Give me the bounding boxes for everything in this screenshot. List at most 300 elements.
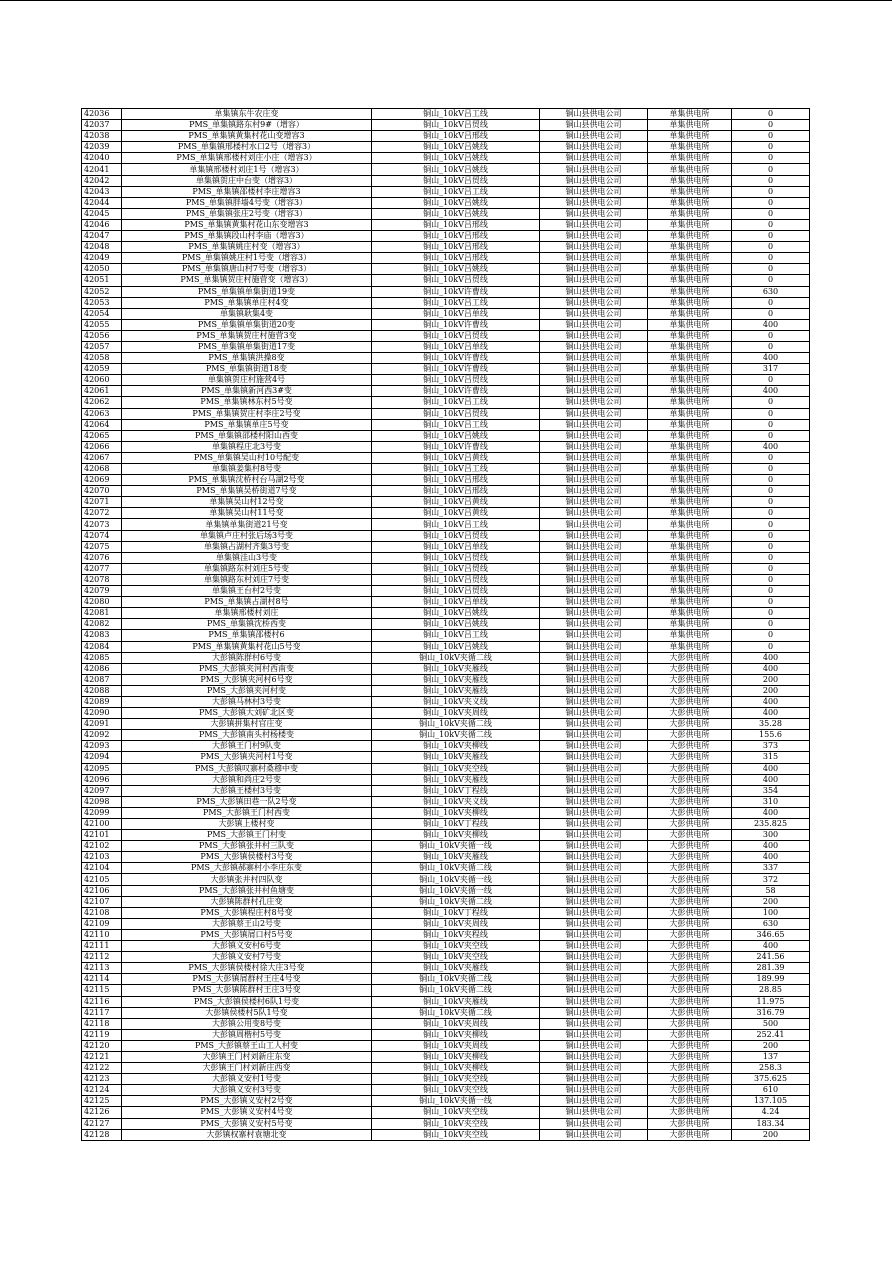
cell-station: 大彭供电所 — [648, 985, 732, 996]
cell-line-name: 铜山_10kV夹空线 — [372, 1074, 540, 1085]
table-row — [82, 475, 810, 486]
table-row — [82, 985, 810, 996]
cell-station: 大彭供电所 — [648, 719, 732, 730]
cell-company: 铜山县供电公司 — [540, 730, 648, 741]
cell-value: 0 — [732, 109, 810, 120]
cell-transformer-name: PMS_大彭镇田巷一队2号变 — [122, 796, 372, 807]
cell-company: 铜山县供电公司 — [540, 807, 648, 818]
cell-value: 315 — [732, 752, 810, 763]
cell-company: 铜山县供电公司 — [540, 330, 648, 341]
cell-company: 铜山县供电公司 — [540, 319, 648, 330]
cell-transformer-name: PMS_单集镇单集街道20变 — [122, 319, 372, 330]
cell-line-name: 铜山_10kV吕黄线 — [372, 497, 540, 508]
cell-id: 42122 — [82, 1063, 122, 1074]
cell-station: 单集供电所 — [648, 386, 732, 397]
table-row — [82, 652, 810, 663]
cell-line-name: 铜山_10kV吕姚线 — [372, 641, 540, 652]
table-row — [82, 863, 810, 874]
cell-transformer-name: 大彭镇义安村1号变 — [122, 1074, 372, 1085]
cell-transformer-name: PMS_单集镇贺庄村李庄2号变 — [122, 408, 372, 419]
cell-transformer-name: PMS_单集镇单庄村4变 — [122, 297, 372, 308]
cell-id: 42062 — [82, 397, 122, 408]
cell-id: 42113 — [82, 963, 122, 974]
cell-company: 铜山县供电公司 — [540, 364, 648, 375]
cell-transformer-name: 单集镇吴山村12号变 — [122, 497, 372, 508]
cell-transformer-name: PMS_大彭镇侯楼村徐大庄3号变 — [122, 963, 372, 974]
table-row — [82, 819, 810, 830]
cell-value: 0 — [732, 541, 810, 552]
cell-id: 42065 — [82, 430, 122, 441]
cell-station: 大彭供电所 — [648, 663, 732, 674]
cell-line-name: 铜山_10kV吕姚线 — [372, 208, 540, 219]
cell-company: 铜山县供电公司 — [540, 1107, 648, 1118]
cell-station: 单集供电所 — [648, 109, 732, 120]
cell-line-name: 铜山_10kV吕贸线 — [372, 552, 540, 563]
cell-line-name: 铜山_10kV许曹线 — [372, 319, 540, 330]
cell-id: 42038 — [82, 131, 122, 142]
cell-transformer-name: PMS_大彭镇张井村鱼塘变 — [122, 885, 372, 896]
cell-value: 200 — [732, 674, 810, 685]
table-row — [82, 830, 810, 841]
table-row — [82, 807, 810, 818]
cell-company: 铜山县供电公司 — [540, 586, 648, 597]
cell-station: 大彭供电所 — [648, 952, 732, 963]
cell-station: 单集供电所 — [648, 397, 732, 408]
cell-line-name: 铜山_10kV夹义线 — [372, 696, 540, 707]
cell-value: 0 — [732, 153, 810, 164]
cell-line-name: 铜山_10kV吕贸线 — [372, 408, 540, 419]
cell-company: 铜山县供电公司 — [540, 1007, 648, 1018]
table-row — [82, 530, 810, 541]
cell-line-name: 铜山_10kV吕单线 — [372, 541, 540, 552]
cell-transformer-name: 单集镇路东村刘庄5号变 — [122, 563, 372, 574]
cell-value: 0 — [732, 508, 810, 519]
cell-id: 42052 — [82, 286, 122, 297]
cell-line-name: 铜山_10kV夹循二线 — [372, 863, 540, 874]
cell-id: 42041 — [82, 164, 122, 175]
cell-line-name: 铜山_10kV吕单线 — [372, 308, 540, 319]
cell-transformer-name: 大彭镇王楼村3号变 — [122, 785, 372, 796]
cell-station: 单集供电所 — [648, 464, 732, 475]
cell-line-name: 铜山_10kV吕邢线 — [372, 131, 540, 142]
cell-station: 单集供电所 — [648, 552, 732, 563]
cell-station: 大彭供电所 — [648, 708, 732, 719]
cell-value: 500 — [732, 1018, 810, 1029]
cell-line-name: 铜山_10kV吕姚线 — [372, 608, 540, 619]
cell-station: 单集供电所 — [648, 264, 732, 275]
cell-station: 单集供电所 — [648, 475, 732, 486]
cell-value: 400 — [732, 807, 810, 818]
cell-value: 137.105 — [732, 1096, 810, 1107]
cell-line-name: 铜山_10kV吕贸线 — [372, 530, 540, 541]
cell-company: 铜山县供电公司 — [540, 685, 648, 696]
cell-transformer-name: PMS_单集镇单集街道19变 — [122, 286, 372, 297]
cell-station: 大彭供电所 — [648, 852, 732, 863]
cell-id: 42087 — [82, 674, 122, 685]
table-row — [82, 841, 810, 852]
table-row — [82, 929, 810, 940]
cell-station: 大彭供电所 — [648, 907, 732, 918]
table-row — [82, 608, 810, 619]
table-row — [82, 674, 810, 685]
cell-value: 0 — [732, 275, 810, 286]
cell-line-name: 铜山_10kV吕贸线 — [372, 330, 540, 341]
cell-value: 0 — [732, 330, 810, 341]
cell-value: 400 — [732, 386, 810, 397]
cell-station: 单集供电所 — [648, 508, 732, 519]
cell-station: 单集供电所 — [648, 219, 732, 230]
cell-line-name: 铜山_10kV吕邢线 — [372, 242, 540, 253]
cell-id: 42127 — [82, 1118, 122, 1129]
cell-station: 单集供电所 — [648, 452, 732, 463]
cell-transformer-name: PMS_单集镇林东村5号变 — [122, 397, 372, 408]
table-row — [82, 464, 810, 475]
cell-company: 铜山县供电公司 — [540, 419, 648, 430]
cell-id: 42043 — [82, 186, 122, 197]
cell-transformer-name: PMS_大彭镇南头村杨楼变 — [122, 730, 372, 741]
cell-id: 42109 — [82, 918, 122, 929]
cell-value: 0 — [732, 131, 810, 142]
cell-line-name: 铜山_10kV许曹线 — [372, 286, 540, 297]
cell-line-name: 铜山_10kV夹空线 — [372, 1107, 540, 1118]
cell-transformer-name: PMS_大彭镇叹寨村桑穆中变 — [122, 763, 372, 774]
cell-company: 铜山县供电公司 — [540, 430, 648, 441]
cell-line-name: 铜山_10kV许曹线 — [372, 353, 540, 364]
cell-line-name: 铜山_10kV吕贸线 — [372, 120, 540, 131]
cell-id: 42114 — [82, 974, 122, 985]
cell-id: 42073 — [82, 519, 122, 530]
cell-company: 铜山县供电公司 — [540, 308, 648, 319]
cell-transformer-name: PMS_大彭镇侯楼村6队1号变 — [122, 996, 372, 1007]
cell-value: 4.24 — [732, 1107, 810, 1118]
cell-transformer-name: PMS_大彭镇张井村三队变 — [122, 841, 372, 852]
cell-id: 42054 — [82, 308, 122, 319]
cell-station: 单集供电所 — [648, 164, 732, 175]
cell-value: 0 — [732, 308, 810, 319]
cell-transformer-name: PMS_大彭镇夹河村1号变 — [122, 752, 372, 763]
cell-company: 铜山县供电公司 — [540, 1063, 648, 1074]
table-row — [82, 896, 810, 907]
table-row — [82, 1074, 810, 1085]
table-row — [82, 974, 810, 985]
cell-company: 铜山县供电公司 — [540, 819, 648, 830]
cell-transformer-name: PMS_单集镇胖墙4号变（增容3） — [122, 197, 372, 208]
cell-value: 400 — [732, 353, 810, 364]
cell-id: 42123 — [82, 1074, 122, 1085]
cell-company: 铜山县供电公司 — [540, 408, 648, 419]
cell-company: 铜山县供电公司 — [540, 763, 648, 774]
cell-line-name: 铜山_10kV吕工线 — [372, 297, 540, 308]
cell-company: 铜山县供电公司 — [540, 397, 648, 408]
cell-company: 铜山县供电公司 — [540, 741, 648, 752]
cell-transformer-name: 单集镇贺庄村施营4号 — [122, 375, 372, 386]
cell-transformer-name: PMS_大彭镇屑口村5号变 — [122, 929, 372, 940]
cell-id: 42086 — [82, 663, 122, 674]
cell-value: 400 — [732, 652, 810, 663]
cell-company: 铜山县供电公司 — [540, 929, 648, 940]
cell-id: 42098 — [82, 796, 122, 807]
cell-value: 0 — [732, 574, 810, 585]
cell-company: 铜山县供电公司 — [540, 530, 648, 541]
cell-id: 42120 — [82, 1040, 122, 1051]
cell-line-name: 铜山_10kV夹周线 — [372, 918, 540, 929]
cell-station: 大彭供电所 — [648, 874, 732, 885]
cell-company: 铜山县供电公司 — [540, 452, 648, 463]
cell-company: 铜山县供电公司 — [540, 708, 648, 719]
cell-company: 铜山县供电公司 — [540, 386, 648, 397]
cell-line-name: 铜山_10kV吕姚线 — [372, 619, 540, 630]
cell-station: 单集供电所 — [648, 153, 732, 164]
cell-id: 42059 — [82, 364, 122, 375]
cell-value: 11.975 — [732, 996, 810, 1007]
table-row — [82, 918, 810, 929]
cell-value: 0 — [732, 641, 810, 652]
cell-id: 42083 — [82, 630, 122, 641]
cell-transformer-name: PMS_大彭镇陈群村王庄3号变 — [122, 985, 372, 996]
table-row — [82, 796, 810, 807]
cell-value: 0 — [732, 231, 810, 242]
cell-value: 0 — [732, 175, 810, 186]
cell-company: 铜山县供电公司 — [540, 1029, 648, 1040]
cell-transformer-name: 大彭镇陈群村孔庄变 — [122, 896, 372, 907]
cell-station: 单集供电所 — [648, 208, 732, 219]
cell-company: 铜山县供电公司 — [540, 696, 648, 707]
cell-transformer-name: 单集镇王台村2号变 — [122, 586, 372, 597]
cell-line-name: 铜山_10kV夹周线 — [372, 1040, 540, 1051]
cell-value: 189.99 — [732, 974, 810, 985]
table-row — [82, 574, 810, 585]
cell-station: 单集供电所 — [648, 530, 732, 541]
cell-value: 375.625 — [732, 1074, 810, 1085]
cell-transformer-name: 大彭镇陈群村6号变 — [122, 652, 372, 663]
cell-line-name: 铜山_10kV吕贸线 — [372, 275, 540, 286]
cell-company: 铜山县供电公司 — [540, 641, 648, 652]
cell-company: 铜山县供电公司 — [540, 996, 648, 1007]
cell-company: 铜山县供电公司 — [540, 941, 648, 952]
cell-transformer-name: PMS_单集镇黄集村花山变增容3 — [122, 131, 372, 142]
cell-transformer-name: PMS_单集镇姚庄村1号变（增容3） — [122, 253, 372, 264]
cell-id: 42128 — [82, 1129, 122, 1140]
cell-id: 42058 — [82, 353, 122, 364]
table-row — [82, 308, 810, 319]
cell-id: 42096 — [82, 774, 122, 785]
cell-company: 铜山县供电公司 — [540, 164, 648, 175]
cell-id: 42069 — [82, 475, 122, 486]
cell-id: 42063 — [82, 408, 122, 419]
cell-company: 铜山县供电公司 — [540, 985, 648, 996]
cell-station: 大彭供电所 — [648, 1074, 732, 1085]
cell-line-name: 铜山_10kV夹雁线 — [372, 685, 540, 696]
cell-id: 42045 — [82, 208, 122, 219]
cell-line-name: 铜山_10kV吕邢线 — [372, 475, 540, 486]
cell-value: 0 — [732, 475, 810, 486]
cell-line-name: 铜山_10kV夹空线 — [372, 1085, 540, 1096]
cell-station: 单集供电所 — [648, 375, 732, 386]
cell-company: 铜山县供电公司 — [540, 175, 648, 186]
table-row — [82, 619, 810, 630]
cell-company: 铜山县供电公司 — [540, 541, 648, 552]
cell-company: 铜山县供电公司 — [540, 120, 648, 131]
cell-station: 单集供电所 — [648, 175, 732, 186]
cell-company: 铜山县供电公司 — [540, 231, 648, 242]
table-row — [82, 430, 810, 441]
cell-station: 大彭供电所 — [648, 807, 732, 818]
cell-id: 42056 — [82, 330, 122, 341]
cell-station: 单集供电所 — [648, 619, 732, 630]
cell-id: 42074 — [82, 530, 122, 541]
cell-transformer-name: PMS_大彭镇程庄村8号变 — [122, 907, 372, 918]
cell-company: 铜山县供电公司 — [540, 142, 648, 153]
cell-value: 0 — [732, 464, 810, 475]
cell-station: 大彭供电所 — [648, 929, 732, 940]
cell-value: 0 — [732, 341, 810, 352]
cell-transformer-name: 大彭镇上楼村变 — [122, 819, 372, 830]
cell-line-name: 铜山_10kV夹循二线 — [372, 719, 540, 730]
cell-line-name: 铜山_10kV夹程线 — [372, 929, 540, 940]
cell-station: 单集供电所 — [648, 197, 732, 208]
cell-line-name: 铜山_10kV夹柳线 — [372, 1029, 540, 1040]
cell-station: 大彭供电所 — [648, 1096, 732, 1107]
cell-company: 铜山县供电公司 — [540, 1018, 648, 1029]
cell-transformer-name: PMS_大彭镇王门村西变 — [122, 807, 372, 818]
cell-value: 337 — [732, 863, 810, 874]
cell-station: 单集供电所 — [648, 231, 732, 242]
cell-value: 258.3 — [732, 1063, 810, 1074]
cell-company: 铜山县供电公司 — [540, 841, 648, 852]
table-row — [82, 120, 810, 131]
table-row — [82, 1007, 810, 1018]
cell-transformer-name: 单集镇邢楼村刘庄1号（增容3） — [122, 164, 372, 175]
cell-line-name: 铜山_10kV丁程线 — [372, 907, 540, 918]
table-row — [82, 286, 810, 297]
table-row — [82, 1107, 810, 1118]
cell-station: 单集供电所 — [648, 441, 732, 452]
cell-id: 42078 — [82, 574, 122, 585]
cell-company: 铜山县供电公司 — [540, 297, 648, 308]
cell-transformer-name: 大彭镇义安村7号变 — [122, 952, 372, 963]
cell-id: 42125 — [82, 1096, 122, 1107]
cell-line-name: 铜山_10kV夹空线 — [372, 763, 540, 774]
cell-id: 42111 — [82, 941, 122, 952]
cell-transformer-name: 单集镇姜集村8号变 — [122, 464, 372, 475]
cell-station: 单集供电所 — [648, 597, 732, 608]
cell-transformer-name: PMS_单集镇贺庄村施营变（增容3） — [122, 275, 372, 286]
cell-transformer-name: PMS_大彭镇义安村5号变 — [122, 1118, 372, 1129]
cell-company: 铜山县供电公司 — [540, 186, 648, 197]
cell-line-name: 铜山_10kV吕姚线 — [372, 430, 540, 441]
table-row — [82, 275, 810, 286]
cell-transformer-name: 大彭镇义安村6号变 — [122, 941, 372, 952]
table-row — [82, 231, 810, 242]
cell-line-name: 铜山_10kV夹柳线 — [372, 741, 540, 752]
cell-station: 大彭供电所 — [648, 918, 732, 929]
cell-station: 单集供电所 — [648, 364, 732, 375]
cell-transformer-name: 单集镇东牛农庄变 — [122, 109, 372, 120]
cell-value: 317 — [732, 364, 810, 375]
cell-transformer-name: 单集镇路东村刘庄7号变 — [122, 574, 372, 585]
cell-line-name: 铜山_10kV夹柳线 — [372, 1063, 540, 1074]
cell-station: 大彭供电所 — [648, 741, 732, 752]
cell-company: 铜山县供电公司 — [540, 486, 648, 497]
table-row — [82, 375, 810, 386]
cell-value: 0 — [732, 208, 810, 219]
cell-id: 42119 — [82, 1029, 122, 1040]
cell-line-name: 铜山_10kV吕邢线 — [372, 231, 540, 242]
cell-id: 42085 — [82, 652, 122, 663]
cell-value: 0 — [732, 519, 810, 530]
cell-line-name: 铜山_10kV夹循二线 — [372, 985, 540, 996]
cell-station: 单集供电所 — [648, 608, 732, 619]
cell-company: 铜山县供电公司 — [540, 375, 648, 386]
cell-value: 200 — [732, 685, 810, 696]
table-row — [82, 963, 810, 974]
cell-line-name: 铜山_10kV吕工线 — [372, 186, 540, 197]
cell-transformer-name: PMS_单集镇单集街道17变 — [122, 341, 372, 352]
cell-value: 0 — [732, 486, 810, 497]
cell-line-name: 铜山_10kV夹周线 — [372, 1018, 540, 1029]
cell-company: 铜山县供电公司 — [540, 974, 648, 985]
cell-station: 大彭供电所 — [648, 830, 732, 841]
cell-company: 铜山县供电公司 — [540, 242, 648, 253]
cell-station: 单集供电所 — [648, 131, 732, 142]
cell-company: 铜山县供电公司 — [540, 441, 648, 452]
cell-line-name: 铜山_10kV夹周线 — [372, 708, 540, 719]
cell-id: 42110 — [82, 929, 122, 940]
cell-id: 42064 — [82, 419, 122, 430]
cell-id: 42079 — [82, 586, 122, 597]
cell-transformer-name: PMS_单集镇姚庄村变（增容3） — [122, 242, 372, 253]
cell-value: 400 — [732, 441, 810, 452]
cell-line-name: 铜山_10kV夹雁线 — [372, 774, 540, 785]
cell-line-name: 铜山_10kV夹雁线 — [372, 663, 540, 674]
cell-value: 0 — [732, 375, 810, 386]
cell-line-name: 铜山_10kV夹循一线 — [372, 874, 540, 885]
cell-id: 42088 — [82, 685, 122, 696]
cell-line-name: 铜山_10kV吕姚线 — [372, 264, 540, 275]
cell-line-name: 铜山_10kV吕工线 — [372, 630, 540, 641]
cell-transformer-name: PMS_单集镇邢楼村刘庄小庄（增容3） — [122, 153, 372, 164]
cell-id: 42103 — [82, 852, 122, 863]
cell-id: 42057 — [82, 341, 122, 352]
cell-value: 0 — [732, 597, 810, 608]
cell-id: 42068 — [82, 464, 122, 475]
cell-company: 铜山县供电公司 — [540, 253, 648, 264]
cell-value: 0 — [732, 120, 810, 131]
cell-line-name: 铜山_10kV夹循二线 — [372, 730, 540, 741]
cell-value: 241.56 — [732, 952, 810, 963]
cell-line-name: 铜山_10kV吕贸线 — [372, 586, 540, 597]
table-row — [82, 330, 810, 341]
cell-id: 42044 — [82, 197, 122, 208]
cell-company: 铜山县供电公司 — [540, 219, 648, 230]
cell-value: 0 — [732, 497, 810, 508]
cell-line-name: 铜山_10kV吕邢线 — [372, 219, 540, 230]
cell-station: 大彭供电所 — [648, 1085, 732, 1096]
cell-transformer-name: PMS_单集镇邵楼村李庄增容3 — [122, 186, 372, 197]
cell-value: 630 — [732, 918, 810, 929]
cell-line-name: 铜山_10kV夹循二线 — [372, 896, 540, 907]
cell-transformer-name: PMS_单集镇黄集村花山5号变 — [122, 641, 372, 652]
cell-company: 铜山县供电公司 — [540, 341, 648, 352]
cell-transformer-name: PMS_单集镇段山村李庙（增容3） — [122, 231, 372, 242]
cell-station: 大彭供电所 — [648, 752, 732, 763]
cell-id: 42112 — [82, 952, 122, 963]
cell-station: 单集供电所 — [648, 586, 732, 597]
cell-id: 42102 — [82, 841, 122, 852]
cell-id: 42040 — [82, 153, 122, 164]
table-row — [82, 319, 810, 330]
table-row — [82, 353, 810, 364]
